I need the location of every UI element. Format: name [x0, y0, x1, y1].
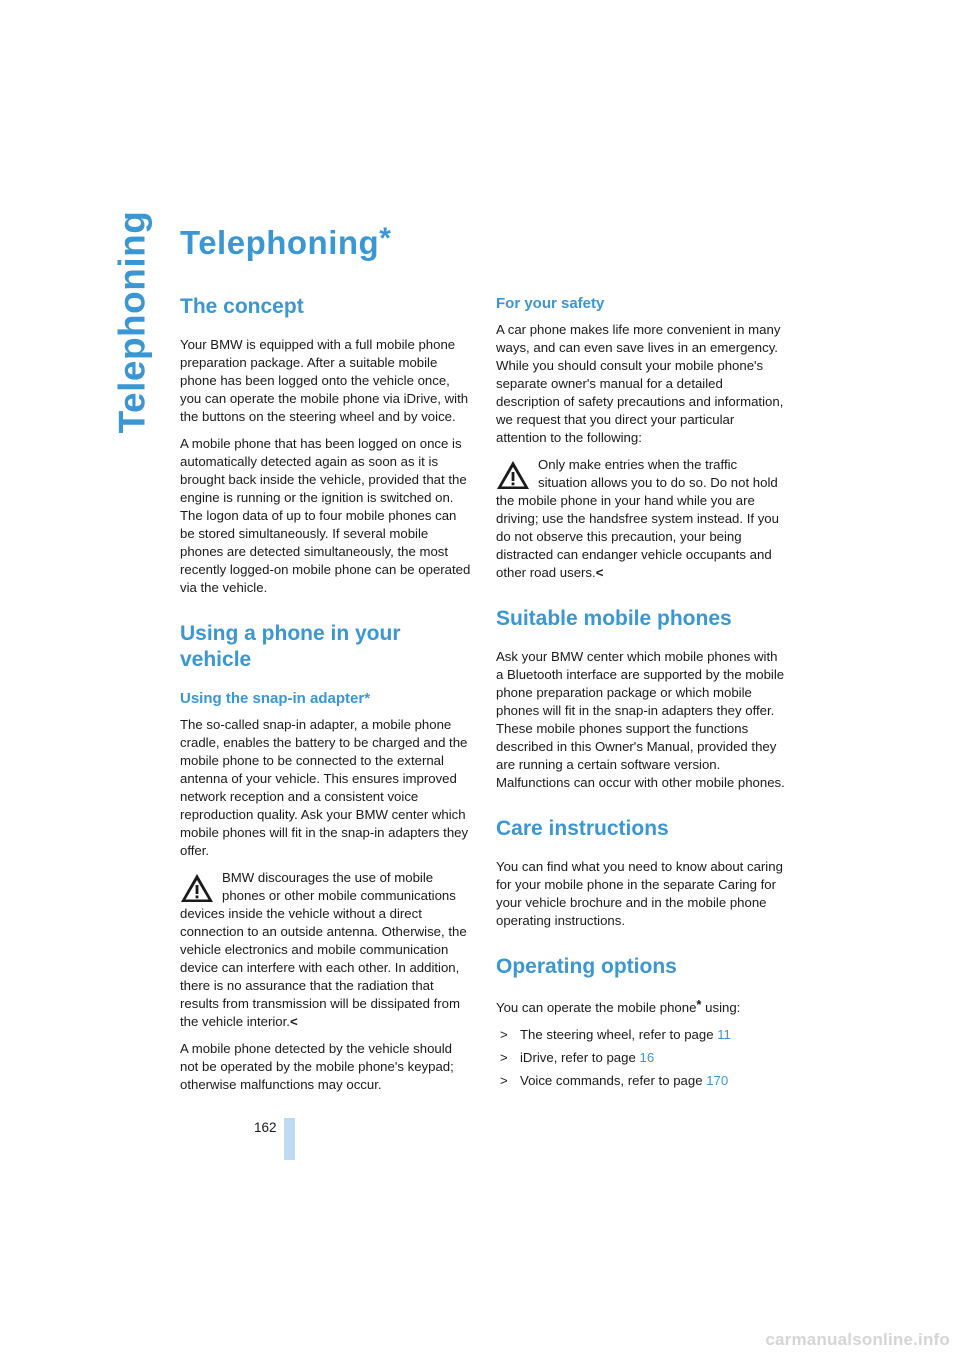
side-chapter-tab: [110, 210, 154, 434]
list-item: > Voice commands, refer to page 170: [500, 1073, 729, 1088]
heading-using-phone: Using a phone in your vehicle: [180, 622, 401, 671]
warning-traffic-text: Only make entries when the traffic situation allows you to do so. Do not hold the mobile phone in your hand while you are driving; use the handsfree system instead. If you do not observe this precaution, your being distracted can endanger vehicle occupants and other road users.: [496, 457, 779, 580]
options-intro: You can operate the mobile phone* using:: [496, 997, 741, 1015]
side-chapter-label: Telephoning: [111, 210, 152, 434]
end-mark: <: [289, 1014, 298, 1029]
snap-in-paragraph-1: The so-called snap-in adapter, a mobile phone cradle, enables the battery to be charged and the mobile phone to be connected to the external antenna of your vehicle. This ensures improved network reception and a consistent voice reproduction quality. Ask your BMW center which mobile phones will fit in the snap-in adapters they offer.: [180, 717, 469, 858]
warning-triangle-icon: [496, 460, 530, 490]
watermark: carmanualsonline.info: [765, 1330, 950, 1349]
right-column: [496, 294, 788, 1095]
care-paragraph-1: You can find what you need to know about caring for your mobile phone in the separate Caring for your vehicle brochure and in the mobile phone operating instructions.: [496, 859, 783, 928]
left-column: [180, 294, 472, 1103]
warning-antenna-text: BMW discourages the use of mobile phones or other mobile communications devices inside the vehicle without a direct connection to an outside antenna. Otherwise, the vehicle electronics and mobile communication device can interfere with each other. In addition, there is no assurance that the radiation that results from transmission will be dissipated from the vehicle interior.: [180, 870, 467, 1029]
heading-care-instructions: Care instructions: [496, 817, 669, 840]
title-star: *: [379, 222, 392, 255]
heading-suitable-mobile-phones: Suitable mobile phones: [496, 607, 732, 630]
heading-for-your-safety: For your safety: [496, 295, 605, 312]
list-item: > The steering wheel, refer to page 11: [500, 1027, 731, 1042]
options-star: *: [696, 997, 702, 1012]
concept-paragraph-1: Your BMW is equipped with a full mobile phone preparation package. After a suitable mobile phone has been logged onto the vehicle once, you can operate the mobile phone via iDrive, with the buttons on the steering wheel and by voice.: [180, 337, 469, 424]
heading-the-concept: The concept: [180, 295, 304, 318]
list-item: > iDrive, refer to page 16: [500, 1050, 655, 1065]
suitable-paragraph-1: Ask your BMW center which mobile phones with a Bluetooth interface are supported by the mobile phone preparation package or which mobile phones will fit in the snap-in adapters they offer. These mobile phones support the functions described in this Owner's Manual, provided they are running a certain software version. Malfunctions can occur with other mobile phones.: [496, 649, 785, 790]
page-number-bar: [284, 1118, 295, 1160]
warning-antenna: [180, 869, 472, 1031]
options-list: [496, 1026, 788, 1090]
snap-in-paragraph-2: A mobile phone detected by the vehicle should not be operated by the mobile phone's keypad; otherwise malfunctions may occur.: [180, 1041, 454, 1092]
heading-snap-in-adapter: Using the snap-in adapter*: [180, 690, 371, 707]
page-title: [180, 222, 391, 262]
page-title-text: Telephoning: [180, 224, 380, 261]
page-link[interactable]: 170: [706, 1073, 729, 1088]
page-number: 162: [254, 1120, 277, 1135]
heading-operating-options: Operating options: [496, 955, 677, 978]
page-link[interactable]: 16: [639, 1050, 655, 1065]
warning-traffic: [496, 456, 788, 582]
concept-paragraph-2: A mobile phone that has been logged on once is automatically detected again as soon as it is brought back inside the vehicle, provided that the engine is running or the ignition is switched on. The logon data of up to four mobile phones can be stored simultaneously. If several mobile phones are detected simultaneously, the most recently logged-on mobile phone can be operated via the vehicle.: [180, 436, 471, 595]
warning-triangle-icon: [180, 873, 214, 903]
safety-paragraph-1: A car phone makes life more convenient in many ways, and can even save lives in an emergency. While you should consult your mobile phone's separate owner's manual for a detailed description of safety precautions and information, we request that you direct your particular attention to the following:: [496, 322, 784, 445]
page-link[interactable]: 11: [717, 1027, 731, 1042]
end-mark: <: [595, 565, 604, 580]
